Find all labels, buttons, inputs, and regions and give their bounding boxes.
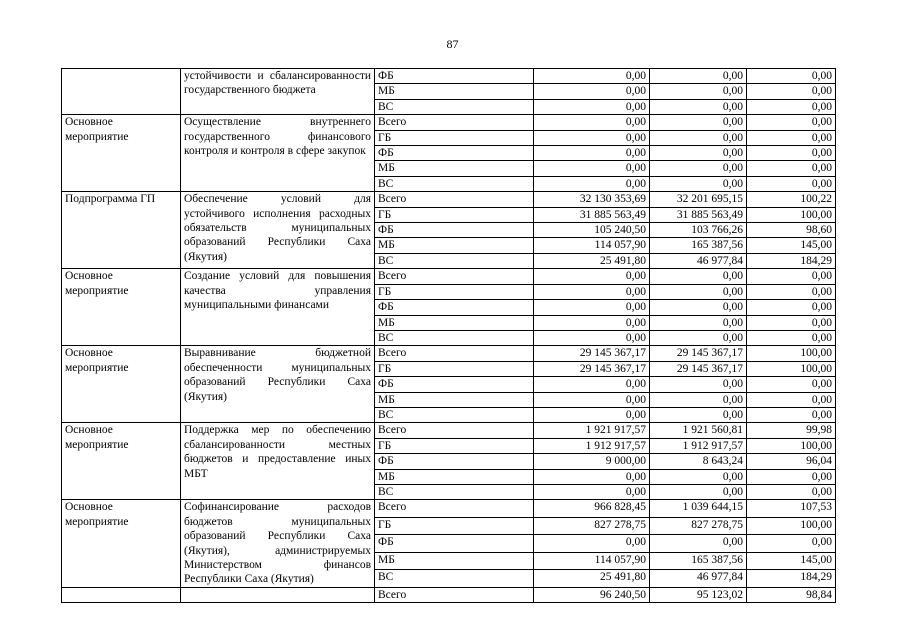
plan-amount-cell: 25 491,80: [534, 253, 650, 268]
plan-amount-cell: 29 145 367,17: [534, 346, 650, 361]
funding-source-cell: ФБ: [375, 454, 534, 469]
completion-percent-cell: 0,00: [747, 161, 836, 176]
table-row: [62, 346, 836, 361]
actual-amount-cell: 95 123,02: [650, 587, 747, 602]
completion-percent-cell: 100,00: [747, 517, 836, 534]
plan-amount-cell: 0,00: [534, 392, 650, 407]
completion-percent-cell: 0,00: [747, 315, 836, 330]
actual-amount-cell: 1 921 560,81: [650, 423, 747, 438]
budget-table: [61, 68, 836, 603]
completion-percent-cell: 145,00: [747, 552, 836, 569]
funding-source-cell: МБ: [375, 315, 534, 330]
page-number: 87: [446, 37, 459, 51]
table-row: [62, 587, 836, 602]
funding-source-cell: ВС: [375, 330, 534, 345]
activity-description-cell: Создание условий для повышения качества управления муниципальными финансами: [181, 269, 375, 346]
plan-amount-cell: 966 828,45: [534, 500, 650, 517]
funding-source-cell: ГБ: [375, 517, 534, 534]
completion-percent-cell: 100,22: [747, 192, 836, 207]
plan-amount-cell: 0,00: [534, 84, 650, 99]
activity-type-cell: [62, 587, 181, 602]
completion-percent-cell: 0,00: [747, 269, 836, 284]
activity-description-cell: [181, 587, 375, 602]
completion-percent-cell: 0,00: [747, 130, 836, 145]
activity-description-cell: Осуществление внутреннего государственного финансового контроля и контроля в сфере закупок: [181, 115, 375, 192]
actual-amount-cell: 0,00: [650, 146, 747, 161]
completion-percent-cell: 100,00: [747, 361, 836, 376]
table-row: [62, 423, 836, 438]
funding-source-cell: Всего: [375, 269, 534, 284]
actual-amount-cell: 0,00: [650, 392, 747, 407]
funding-source-cell: МБ: [375, 552, 534, 569]
plan-amount-cell: 0,00: [534, 130, 650, 145]
activity-description-cell: Софинансирование расходов бюджетов муниципальных образований Республики Саха (Якутия), администрируемых Министерством финансов Республики Саха (Якутия): [181, 500, 375, 587]
activity-type-cell: Основное мероприятие: [62, 500, 181, 587]
completion-percent-cell: 0,00: [747, 330, 836, 345]
plan-amount-cell: 96 240,50: [534, 587, 650, 602]
funding-source-cell: ВС: [375, 570, 534, 588]
actual-amount-cell: 0,00: [650, 377, 747, 392]
table-row: [62, 115, 836, 130]
actual-amount-cell: 29 145 367,17: [650, 346, 747, 361]
completion-percent-cell: 0,00: [747, 484, 836, 499]
activity-type-cell: Подпрограмма ГП: [62, 192, 181, 269]
actual-amount-cell: 31 885 563,49: [650, 207, 747, 222]
actual-amount-cell: 29 145 367,17: [650, 361, 747, 376]
actual-amount-cell: 46 977,84: [650, 570, 747, 588]
funding-source-cell: МБ: [375, 238, 534, 253]
plan-amount-cell: 9 000,00: [534, 454, 650, 469]
activity-type-cell: Основное мероприятие: [62, 423, 181, 500]
completion-percent-cell: 0,00: [747, 407, 836, 422]
completion-percent-cell: 184,29: [747, 570, 836, 588]
completion-percent-cell: 0,00: [747, 284, 836, 299]
completion-percent-cell: 100,00: [747, 346, 836, 361]
table-row: [62, 500, 836, 517]
plan-amount-cell: 114 057,90: [534, 238, 650, 253]
completion-percent-cell: 99,98: [747, 423, 836, 438]
funding-source-cell: ВС: [375, 176, 534, 191]
funding-source-cell: МБ: [375, 469, 534, 484]
funding-source-cell: ФБ: [375, 223, 534, 238]
actual-amount-cell: 0,00: [650, 130, 747, 145]
actual-amount-cell: 0,00: [650, 484, 747, 499]
completion-percent-cell: 107,53: [747, 500, 836, 517]
plan-amount-cell: 0,00: [534, 469, 650, 484]
plan-amount-cell: 0,00: [534, 146, 650, 161]
table-row: [62, 269, 836, 284]
funding-source-cell: ФБ: [375, 69, 534, 84]
completion-percent-cell: 0,00: [747, 99, 836, 114]
completion-percent-cell: 96,04: [747, 454, 836, 469]
completion-percent-cell: 0,00: [747, 146, 836, 161]
plan-amount-cell: 105 240,50: [534, 223, 650, 238]
plan-amount-cell: 25 491,80: [534, 570, 650, 588]
completion-percent-cell: 0,00: [747, 176, 836, 191]
activity-description-cell: устойчивости и сбалансированности государственного бюджета: [181, 69, 375, 115]
funding-source-cell: МБ: [375, 161, 534, 176]
plan-amount-cell: 0,00: [534, 484, 650, 499]
activity-type-cell: Основное мероприятие: [62, 269, 181, 346]
actual-amount-cell: 0,00: [650, 84, 747, 99]
actual-amount-cell: 0,00: [650, 284, 747, 299]
funding-source-cell: ГБ: [375, 130, 534, 145]
completion-percent-cell: 0,00: [747, 377, 836, 392]
completion-percent-cell: 98,60: [747, 223, 836, 238]
actual-amount-cell: 0,00: [650, 99, 747, 114]
funding-source-cell: ГБ: [375, 361, 534, 376]
plan-amount-cell: 0,00: [534, 300, 650, 315]
actual-amount-cell: 165 387,56: [650, 238, 747, 253]
funding-source-cell: Всего: [375, 500, 534, 517]
funding-source-cell: Всего: [375, 423, 534, 438]
funding-source-cell: Всего: [375, 192, 534, 207]
plan-amount-cell: 31 885 563,49: [534, 207, 650, 222]
table-row: [62, 192, 836, 207]
funding-source-cell: ВС: [375, 99, 534, 114]
actual-amount-cell: 0,00: [650, 69, 747, 84]
funding-source-cell: Всего: [375, 587, 534, 602]
completion-percent-cell: 145,00: [747, 238, 836, 253]
actual-amount-cell: 0,00: [650, 269, 747, 284]
funding-source-cell: Всего: [375, 115, 534, 130]
activity-description-cell: Выравнивание бюджетной обеспеченности муниципальных образований Республики Саха (Якутия): [181, 346, 375, 423]
completion-percent-cell: 0,00: [747, 84, 836, 99]
plan-amount-cell: 0,00: [534, 315, 650, 330]
actual-amount-cell: 0,00: [650, 300, 747, 315]
actual-amount-cell: 165 387,56: [650, 552, 747, 569]
plan-amount-cell: 0,00: [534, 330, 650, 345]
funding-source-cell: МБ: [375, 392, 534, 407]
funding-source-cell: ФБ: [375, 377, 534, 392]
actual-amount-cell: 1 912 917,57: [650, 438, 747, 453]
completion-percent-cell: 100,00: [747, 438, 836, 453]
activity-type-cell: Основное мероприятие: [62, 115, 181, 192]
table-row: [62, 69, 836, 84]
funding-source-cell: МБ: [375, 84, 534, 99]
actual-amount-cell: 8 643,24: [650, 454, 747, 469]
completion-percent-cell: 0,00: [747, 69, 836, 84]
funding-source-cell: ГБ: [375, 207, 534, 222]
plan-amount-cell: 0,00: [534, 284, 650, 299]
activity-description-cell: Поддержка мер по обеспечению сбалансированности местных бюджетов и предоставление иных МБТ: [181, 423, 375, 500]
plan-amount-cell: 1 921 917,57: [534, 423, 650, 438]
plan-amount-cell: 0,00: [534, 269, 650, 284]
actual-amount-cell: 0,00: [650, 315, 747, 330]
completion-percent-cell: 0,00: [747, 392, 836, 407]
activity-type-cell: [62, 69, 181, 115]
actual-amount-cell: 0,00: [650, 535, 747, 552]
plan-amount-cell: 0,00: [534, 176, 650, 191]
funding-source-cell: ГБ: [375, 284, 534, 299]
funding-source-cell: ВС: [375, 407, 534, 422]
activity-description-cell: Обеспечение условий для устойчивого исполнения расходных обязательств муниципальных образований Республики Саха (Якутия): [181, 192, 375, 269]
completion-percent-cell: 100,00: [747, 207, 836, 222]
plan-amount-cell: 0,00: [534, 115, 650, 130]
plan-amount-cell: 0,00: [534, 535, 650, 552]
actual-amount-cell: 0,00: [650, 176, 747, 191]
plan-amount-cell: 0,00: [534, 99, 650, 114]
completion-percent-cell: 0,00: [747, 300, 836, 315]
actual-amount-cell: 0,00: [650, 161, 747, 176]
plan-amount-cell: 0,00: [534, 377, 650, 392]
funding-source-cell: ФБ: [375, 300, 534, 315]
activity-type-cell: Основное мероприятие: [62, 346, 181, 423]
actual-amount-cell: 46 977,84: [650, 253, 747, 268]
funding-source-cell: ВС: [375, 484, 534, 499]
completion-percent-cell: 0,00: [747, 115, 836, 130]
plan-amount-cell: 0,00: [534, 407, 650, 422]
completion-percent-cell: 0,00: [747, 535, 836, 552]
completion-percent-cell: 0,00: [747, 469, 836, 484]
plan-amount-cell: 827 278,75: [534, 517, 650, 534]
actual-amount-cell: 0,00: [650, 115, 747, 130]
plan-amount-cell: 1 912 917,57: [534, 438, 650, 453]
completion-percent-cell: 98,84: [747, 587, 836, 602]
plan-amount-cell: 0,00: [534, 161, 650, 176]
actual-amount-cell: 103 766,26: [650, 223, 747, 238]
actual-amount-cell: 0,00: [650, 469, 747, 484]
plan-amount-cell: 29 145 367,17: [534, 361, 650, 376]
funding-source-cell: ФБ: [375, 535, 534, 552]
plan-amount-cell: 114 057,90: [534, 552, 650, 569]
actual-amount-cell: 0,00: [650, 407, 747, 422]
funding-source-cell: Всего: [375, 346, 534, 361]
actual-amount-cell: 827 278,75: [650, 517, 747, 534]
budget-table-body: [62, 69, 836, 603]
funding-source-cell: ВС: [375, 253, 534, 268]
plan-amount-cell: 32 130 353,69: [534, 192, 650, 207]
actual-amount-cell: 1 039 644,15: [650, 500, 747, 517]
actual-amount-cell: 32 201 695,15: [650, 192, 747, 207]
funding-source-cell: ФБ: [375, 146, 534, 161]
plan-amount-cell: 0,00: [534, 69, 650, 84]
completion-percent-cell: 184,29: [747, 253, 836, 268]
actual-amount-cell: 0,00: [650, 330, 747, 345]
funding-source-cell: ГБ: [375, 438, 534, 453]
